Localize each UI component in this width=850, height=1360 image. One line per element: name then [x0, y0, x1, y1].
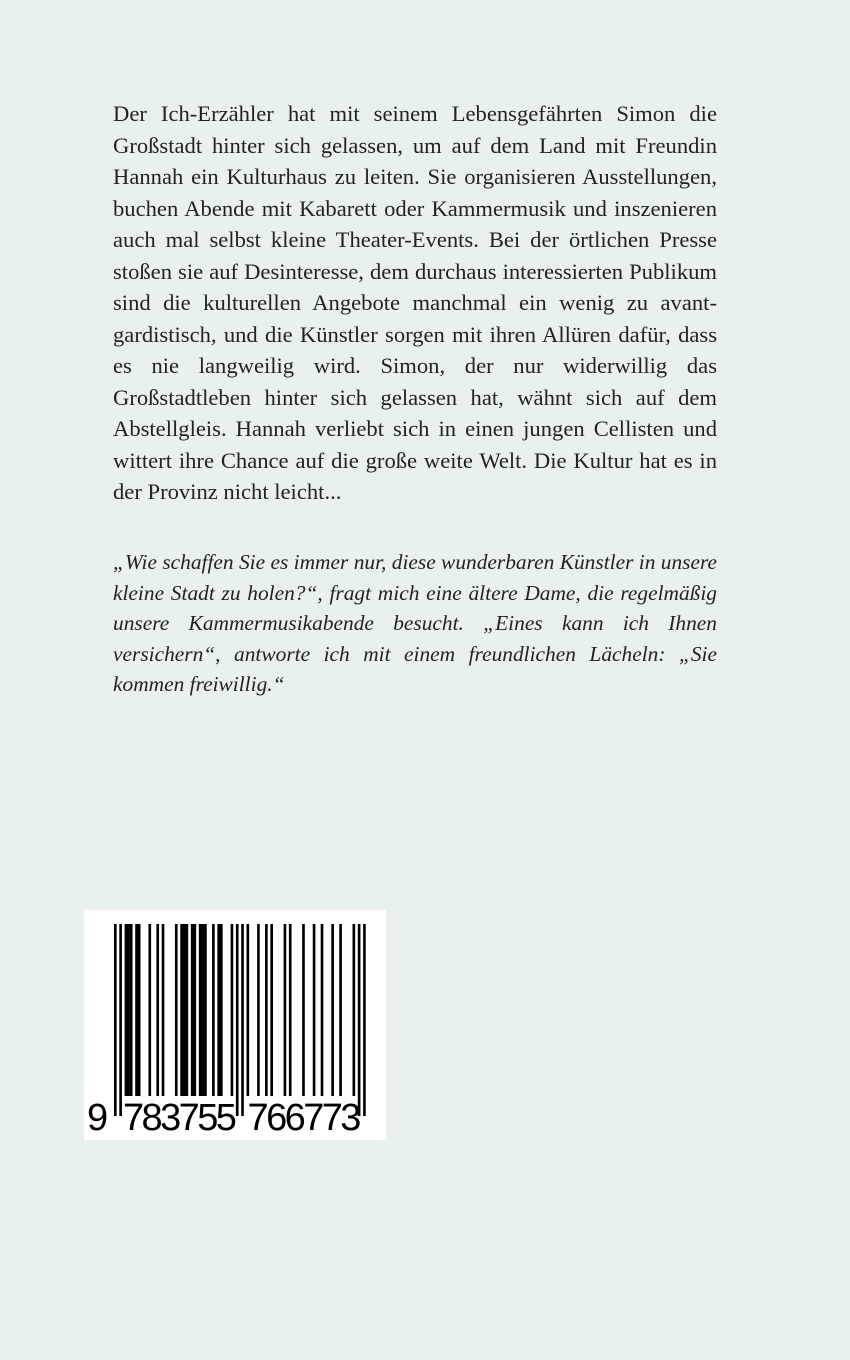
barcode-bar	[162, 924, 165, 1096]
quote-text: „Wie schaffen Sie es immer nur, diese wunderbaren Künstler in unsere kleine Stadt zu holen?“, fragt mich eine ältere Dame, die regelmäßig unsere Kammermusikabende besucht. „Eines kann ich Ihnen versichern“, antworte ich mit einem freundlichen Lächeln: „Sie kommen freiwillig.“	[113, 550, 717, 696]
barcode-bar	[247, 924, 250, 1096]
barcode-guard-bar	[119, 924, 122, 1116]
barcode-guard-bar	[236, 924, 239, 1116]
barcode-bar	[339, 924, 342, 1096]
barcode-bar	[199, 924, 207, 1096]
barcode-guard-bar	[358, 924, 361, 1116]
barcode-guard-bar	[241, 924, 244, 1116]
isbn-barcode	[84, 910, 386, 1140]
barcode-bar	[289, 924, 292, 1096]
barcode-bar	[135, 924, 140, 1096]
barcode-bar	[175, 924, 178, 1096]
barcode-bar	[321, 924, 324, 1096]
barcode-digit: 6	[284, 1097, 306, 1139]
barcode-bar	[191, 924, 196, 1096]
barcode-digit: 7	[123, 1097, 145, 1139]
barcode-digit: 7	[247, 1097, 269, 1139]
barcode-bar	[257, 924, 260, 1096]
barcode-digit: 8	[141, 1097, 163, 1139]
barcode-bar	[125, 924, 133, 1096]
barcode-guard-bar	[114, 924, 117, 1116]
barcode-digits	[84, 1098, 386, 1138]
barcode-bar	[231, 924, 234, 1096]
barcode-digit: 3	[160, 1097, 182, 1139]
blurb-text: Der Ich-Erzähler hat mit seinem Lebensgefährten Simon die Großstadt hinter sich gelassen, um auf dem Land mit Freundin Hannah ein Kulturhaus zu leiten. Sie organisieren Ausstellungen, buchen Abende mit Kabarett oder Kammermusik und inszenieren auch mal selbst kleine Theater-Events. Bei der örtlichen Presse stoßen sie auf Desinteresse, dem durchaus interessierten Publikum sind die kulturellen Angebote manchmal ein wenig zu avantgardistisch, und die Künstler sorgen mit ihren Allüren dafür, dass es nie langweilig wird. Simon, der nur widerwillig das Großstadtleben hinter sich gelassen hat, wähnt sich auf dem Abstellgleis. Hannah verliebt sich in einen jungen Cellisten und wittert ihre Chance auf die große weite Welt. Die Kultur hat es in der Provinz nicht leicht...	[113, 101, 717, 504]
barcode-bar	[313, 924, 316, 1096]
barcode-bar	[148, 924, 151, 1096]
barcode-digit: 6	[266, 1097, 288, 1139]
barcode-bar	[302, 924, 305, 1096]
barcode-bar	[353, 924, 356, 1096]
barcode-bar	[270, 924, 273, 1096]
barcode-guard-bar	[363, 924, 366, 1116]
barcode-digit: 5	[215, 1097, 237, 1139]
barcode-bar	[284, 924, 287, 1096]
barcode-digit: 9	[87, 1097, 109, 1139]
barcode-bar	[217, 924, 222, 1096]
barcode-bar	[331, 924, 334, 1096]
barcode-bar	[265, 924, 268, 1096]
barcode-digit: 7	[321, 1097, 343, 1139]
barcode-digit: 5	[197, 1097, 219, 1139]
barcode-bar	[156, 924, 159, 1096]
barcode-digit: 3	[340, 1097, 362, 1139]
barcode-bar	[212, 924, 215, 1096]
barcode-bar	[180, 924, 188, 1096]
barcode-digit: 7	[178, 1097, 200, 1139]
barcode-digit: 7	[303, 1097, 325, 1139]
